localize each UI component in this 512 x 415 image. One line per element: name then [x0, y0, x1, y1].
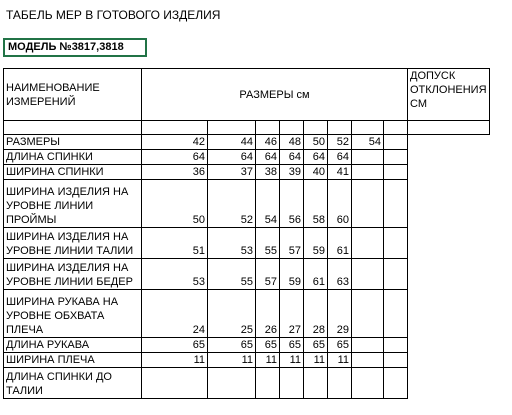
row-label[interactable]: ШИРИНА ИЗДЕЛИЯ НА УРОВНЕ ЛИНИИ ТАЛИИ [4, 228, 142, 259]
tolerance-cell[interactable] [384, 135, 408, 150]
tolerance-cell[interactable] [384, 368, 408, 399]
value-cell[interactable]: 64 [280, 150, 304, 165]
table-row [4, 180, 490, 228]
value-cell[interactable]: 65 [304, 338, 328, 353]
value-cell[interactable] [280, 368, 304, 399]
value-cell[interactable] [352, 259, 384, 290]
tolerance-cell[interactable] [384, 165, 408, 180]
value-cell[interactable]: 11 [256, 353, 280, 368]
value-cell[interactable]: 40 [304, 165, 328, 180]
value-cell[interactable]: 29 [328, 290, 352, 338]
value-cell[interactable] [352, 338, 384, 353]
value-cell[interactable]: 11 [142, 353, 208, 368]
value-cell[interactable]: 50 [304, 135, 328, 150]
row-label[interactable]: ДЛИНА СПИНКИ [4, 150, 142, 165]
header-sizes[interactable]: РАЗМЕРЫ см [142, 69, 408, 121]
value-cell[interactable]: 56 [280, 180, 304, 228]
table-cell[interactable] [384, 121, 408, 135]
value-cell[interactable]: 36 [142, 165, 208, 180]
header-tolerance[interactable]: ДОПУСК ОТКЛОНЕНИЯ СМ [408, 69, 490, 121]
header-measure-name[interactable]: НАИМЕНОВАНИЕ ИЗМЕРЕНИЙ [4, 69, 142, 121]
value-cell[interactable]: 53 [142, 259, 208, 290]
row-label[interactable]: ШИРИНА РУКАВА НА УРОВНЕ ОБХВАТА ПЛЕЧА [4, 290, 142, 338]
value-cell[interactable]: 24 [142, 290, 208, 338]
value-cell[interactable]: 38 [256, 165, 280, 180]
table-cell[interactable] [208, 121, 256, 135]
value-cell[interactable] [352, 353, 384, 368]
value-cell[interactable] [352, 180, 384, 228]
table-row [4, 368, 490, 399]
row-label[interactable]: РАЗМЕРЫ [4, 135, 142, 150]
value-cell[interactable] [256, 368, 280, 399]
table-cell[interactable] [256, 121, 280, 135]
value-cell[interactable]: 64 [142, 150, 208, 165]
spacer-row [4, 121, 490, 135]
value-cell[interactable]: 57 [280, 228, 304, 259]
value-cell[interactable]: 11 [280, 353, 304, 368]
table-row [4, 165, 490, 180]
table-cell[interactable] [352, 121, 384, 135]
row-label[interactable]: ШИРИНА СПИНКИ [4, 165, 142, 180]
table-row [4, 150, 490, 165]
value-cell[interactable]: 61 [328, 228, 352, 259]
value-cell[interactable]: 65 [142, 338, 208, 353]
value-cell[interactable] [352, 165, 384, 180]
header-row [4, 69, 490, 121]
value-cell[interactable]: 64 [304, 150, 328, 165]
value-cell[interactable] [352, 228, 384, 259]
tolerance-cell[interactable] [384, 353, 408, 368]
tolerance-cell[interactable] [384, 150, 408, 165]
tolerance-cell[interactable] [384, 180, 408, 228]
table-row [4, 338, 490, 353]
value-cell[interactable]: 55 [256, 228, 280, 259]
value-cell[interactable] [328, 368, 352, 399]
value-cell[interactable] [304, 368, 328, 399]
table-cell[interactable] [280, 121, 304, 135]
value-cell[interactable] [352, 290, 384, 338]
table-cell[interactable] [304, 121, 328, 135]
row-label[interactable]: ШИРИНА ПЛЕЧА [4, 353, 142, 368]
table-row [4, 259, 490, 290]
value-cell[interactable]: 46 [256, 135, 280, 150]
value-cell[interactable]: 27 [280, 290, 304, 338]
row-label[interactable]: ДЛИНА СПИНКИ ДО ТАЛИИ [4, 368, 142, 399]
value-cell[interactable] [352, 150, 384, 165]
table-cell[interactable] [4, 121, 142, 135]
table-row [4, 135, 490, 150]
value-cell[interactable]: 59 [280, 259, 304, 290]
table-cell[interactable] [408, 121, 490, 135]
value-cell[interactable]: 50 [142, 180, 208, 228]
value-cell[interactable]: 53 [208, 228, 256, 259]
value-cell[interactable]: 11 [328, 353, 352, 368]
value-cell[interactable]: 51 [142, 228, 208, 259]
tolerance-cell[interactable] [384, 338, 408, 353]
table-cell[interactable] [328, 121, 352, 135]
value-cell[interactable]: 52 [328, 135, 352, 150]
value-cell[interactable]: 54 [256, 180, 280, 228]
row-label[interactable]: ШИРИНА ИЗДЕЛИЯ НА УРОВНЕ ЛИНИИ ПРОЙМЫ [4, 180, 142, 228]
table-row [4, 353, 490, 368]
value-cell[interactable]: 25 [208, 290, 256, 338]
table-cell[interactable] [142, 121, 208, 135]
value-cell[interactable]: 59 [304, 228, 328, 259]
value-cell[interactable]: 61 [304, 259, 328, 290]
value-cell[interactable]: 65 [208, 338, 256, 353]
row-label[interactable]: ДЛИНА РУКАВА [4, 338, 142, 353]
value-cell[interactable]: 48 [280, 135, 304, 150]
value-cell[interactable]: 60 [328, 180, 352, 228]
value-cell[interactable]: 11 [208, 353, 256, 368]
value-cell[interactable]: 63 [328, 259, 352, 290]
table-row [4, 228, 490, 259]
value-cell[interactable]: 28 [304, 290, 328, 338]
table-row [4, 290, 490, 338]
value-cell[interactable]: 26 [256, 290, 280, 338]
value-cell[interactable] [208, 368, 256, 399]
value-cell[interactable] [352, 368, 384, 399]
value-cell[interactable]: 65 [256, 338, 280, 353]
measurement-table [3, 68, 490, 399]
value-cell[interactable]: 11 [304, 353, 328, 368]
value-cell[interactable]: 52 [208, 180, 256, 228]
value-cell[interactable] [142, 368, 208, 399]
value-cell[interactable]: 42 [142, 135, 208, 150]
tolerance-cell[interactable] [384, 228, 408, 259]
value-cell[interactable]: 64 [328, 150, 352, 165]
value-cell[interactable]: 41 [328, 165, 352, 180]
value-cell[interactable]: 44 [208, 135, 256, 150]
value-cell[interactable]: 57 [256, 259, 280, 290]
tolerance-cell[interactable] [384, 259, 408, 290]
value-cell[interactable]: 55 [208, 259, 256, 290]
value-cell[interactable]: 64 [208, 150, 256, 165]
value-cell[interactable]: 58 [304, 180, 328, 228]
tolerance-cell[interactable] [384, 290, 408, 338]
value-cell[interactable]: 65 [280, 338, 304, 353]
value-cell[interactable]: 64 [256, 150, 280, 165]
selected-cell-model[interactable]: МОДЕЛЬ №3817,3818 [3, 38, 147, 57]
value-cell[interactable]: 65 [328, 338, 352, 353]
value-cell[interactable]: 54 [352, 135, 384, 150]
sheet-title[interactable]: ТАБЕЛЬ МЕР В ГОТОВОГО ИЗДЕЛИЯ [6, 8, 221, 22]
value-cell[interactable]: 39 [280, 165, 304, 180]
row-label[interactable]: ШИРИНА ИЗДЕЛИЯ НА УРОВНЕ ЛИНИИ БЕДЕР [4, 259, 142, 290]
value-cell[interactable]: 37 [208, 165, 256, 180]
